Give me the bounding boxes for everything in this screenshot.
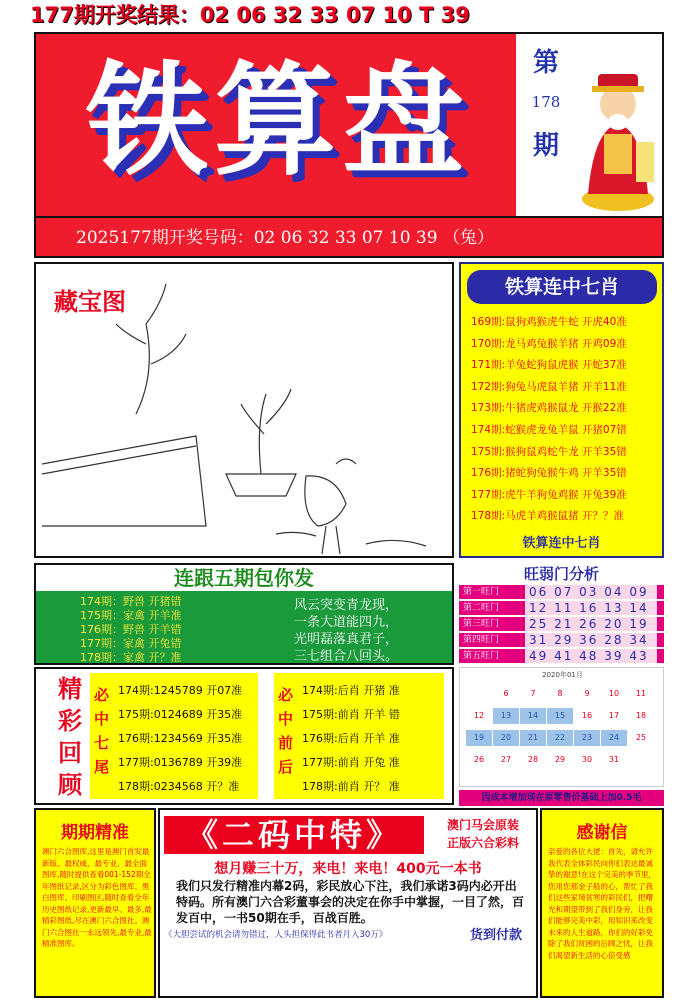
price-notice: 因成本增加现在原零售价基础上加0.5毛 bbox=[459, 790, 664, 806]
list-item: 174期：野兽 开猪错 bbox=[80, 595, 182, 608]
five-period-list bbox=[80, 595, 182, 665]
poem-line: 一条大道能四九， bbox=[294, 615, 399, 630]
front-back-tag bbox=[278, 683, 294, 779]
calendar-day: 9 bbox=[584, 689, 590, 698]
hot-door-values: 25 21 26 20 19 bbox=[525, 617, 657, 631]
hot-door-row bbox=[459, 633, 664, 647]
list-item: 174期:蛇猴虎龙兔羊鼠 开猪07错 bbox=[471, 423, 627, 436]
bottom-section bbox=[34, 808, 664, 998]
calendar-day: 28 bbox=[527, 755, 539, 764]
list-item: 171期:羊兔蛇狗鼠虎猴 开蛇37准 bbox=[471, 359, 627, 372]
tag-char: 七 bbox=[94, 734, 110, 752]
calendar-day: 24 bbox=[601, 730, 627, 746]
seven-zodiac-footer: 铁算连中七肖 bbox=[522, 536, 601, 551]
tag-char: 中 bbox=[278, 710, 294, 728]
hot-door-values: 06 07 03 04 09 bbox=[525, 585, 657, 599]
calendar-panel bbox=[459, 667, 664, 787]
poem bbox=[294, 597, 444, 665]
list-item: 178期:马虎羊鸡猴鼠猪 开？？准 bbox=[471, 510, 624, 523]
calendar-day: 25 bbox=[635, 733, 647, 742]
tag-char: 尾 bbox=[94, 758, 110, 776]
seven-tail-box bbox=[90, 673, 258, 799]
hot-door-row bbox=[459, 601, 664, 615]
calendar-day: 16 bbox=[581, 711, 593, 720]
hot-door-label: 第三旺门 bbox=[463, 619, 500, 629]
hot-door-label: 第四旺门 bbox=[463, 635, 500, 645]
calendar-day: 20 bbox=[493, 730, 519, 746]
review-panel bbox=[34, 667, 454, 805]
list-item: 174期:后肖 开猪 准 bbox=[302, 684, 400, 697]
hot-door-label: 第五旺门 bbox=[463, 651, 500, 661]
hot-door-values: 49 41 48 39 43 bbox=[525, 649, 657, 663]
masthead bbox=[34, 32, 664, 218]
treasure-map-panel bbox=[34, 262, 454, 558]
tag-char: 必 bbox=[94, 686, 110, 704]
masthead-title-panel bbox=[36, 34, 516, 216]
list-item: 174期:1245789 开07准 bbox=[118, 684, 243, 697]
seven-zodiac-list bbox=[471, 312, 661, 528]
calendar-day: 17 bbox=[608, 711, 620, 720]
seven-zodiac-panel bbox=[459, 262, 664, 558]
list-item: 169期:鼠狗鸡猴虎牛蛇 开虎40准 bbox=[471, 316, 627, 328]
hot-door-panel bbox=[459, 563, 664, 665]
calendar-day: 21 bbox=[520, 730, 546, 746]
ad-headline: 想月赚三十万，来电！来电！400元一本书 bbox=[214, 861, 482, 877]
list-item: 173期:牛猪虎鸡猴鼠龙 开猴22准 bbox=[471, 402, 627, 415]
list-item: 176期:1234569 开35准 bbox=[118, 732, 243, 745]
tag-char: 前 bbox=[278, 734, 294, 752]
two-code-ad bbox=[158, 808, 538, 998]
ad-side-line: 正版六合彩料 bbox=[446, 836, 519, 850]
masthead-title: 铁算盘 bbox=[86, 50, 470, 192]
hot-door-row bbox=[459, 585, 664, 599]
front-back-box bbox=[274, 673, 444, 799]
list-item: 176期:后肖 开羊 准 bbox=[302, 732, 400, 745]
hot-door-row bbox=[459, 617, 664, 631]
list-item: 177期:0136789 开39准 bbox=[118, 756, 243, 769]
list-item: 177期:前肖 开兔 准 bbox=[302, 756, 400, 769]
accuracy-text: 澳门六合图库,这里是澳门首发最新版、最权威、最专业、最全面图库,随时提供查看001-152期全年图纸记录,区分为彩色图库、黑白图库、印刷图区,随时查看全年历史图纸记录,更新最早、最多,最精彩图纸,尽在澳门六合图社。澳门六合图社一永远领先,最专业,最精准图库。 bbox=[42, 847, 152, 948]
calendar-day: 30 bbox=[581, 755, 593, 764]
calendar-day: 27 bbox=[500, 755, 512, 764]
hot-door-title: 旺弱门分析 bbox=[523, 565, 599, 583]
thank-you-text: 亲爱的各位大佬：首先，请允许我代表全体彩民向你们表达最诚挚的谢意!在这个完美的季节里，您用您那金子般的心，帮忙了我们这些家境贫寒的彩民们，把曙光和期望带到了我们身旁，让我们能够完美中彩，用知识来改变未来的人生道路，你们的好彩免除了我们贫困的后顾之忧，让我们渴望新生活的心倍受感 bbox=[548, 847, 657, 960]
calendar-day: 8 bbox=[557, 689, 563, 698]
review-label-char: 彩 bbox=[58, 707, 82, 735]
five-period-title: 连跟五期包你发 bbox=[36, 565, 452, 591]
issue-number: 178 bbox=[531, 93, 561, 111]
review-label-char: 顾 bbox=[58, 771, 82, 799]
calendar-day: 12 bbox=[473, 711, 485, 720]
calendar-day: 11 bbox=[635, 689, 647, 698]
list-item: 177期:虎牛羊狗兔鸡猴 开兔39准 bbox=[471, 488, 627, 501]
list-item: 172期:狗兔马虎鼠羊猪 开羊11准 bbox=[471, 380, 627, 393]
treasure-map-title: 藏宝图 bbox=[54, 288, 126, 316]
review-label-char: 精 bbox=[58, 675, 82, 703]
calendar-day: 31 bbox=[608, 755, 620, 764]
calendar-day: 29 bbox=[554, 755, 566, 764]
hot-door-label: 第二旺门 bbox=[463, 603, 500, 613]
calendar-day: 14 bbox=[520, 708, 546, 724]
accuracy-title: 期期精准 bbox=[61, 823, 129, 843]
list-item: 175期:前肖 开羊 错 bbox=[302, 708, 400, 721]
list-item: 178期：家禽 开？准 bbox=[80, 651, 182, 664]
hot-door-values: 31 29 36 28 34 bbox=[525, 633, 657, 647]
draw-result-bar: 2025177期开奖号码：02 06 32 33 07 10 39 （兔） bbox=[34, 218, 664, 258]
accuracy-panel bbox=[34, 808, 156, 998]
calendar-day: 10 bbox=[608, 689, 620, 698]
top-result-banner: 177期开奖结果：02 06 32 33 07 10 T 39 bbox=[30, 3, 470, 27]
hot-door-values: 12 11 16 13 14 bbox=[525, 601, 657, 615]
list-item: 178期:前肖 开？ 准 bbox=[302, 780, 400, 793]
review-label-char: 回 bbox=[58, 739, 82, 767]
tag-char: 必 bbox=[278, 686, 294, 704]
list-item: 175期:猴狗鼠鸡蛇牛龙 开羊35错 bbox=[471, 445, 627, 458]
two-code-banner: 《二码中特》 bbox=[164, 816, 424, 854]
ad-side-line: 澳门马会原装 bbox=[446, 818, 519, 832]
calendar-day: 26 bbox=[473, 755, 485, 764]
calendar-day: 23 bbox=[574, 730, 600, 746]
list-item: 175期：家禽 开羊准 bbox=[80, 609, 182, 622]
poem-line: 三七组合八回头。 bbox=[294, 649, 399, 664]
calendar-day: 15 bbox=[547, 708, 573, 724]
seven-zodiac-title: 铁算连中七肖 bbox=[467, 270, 657, 304]
hot-door-label: 第一旺门 bbox=[463, 587, 500, 597]
five-period-panel bbox=[34, 563, 454, 665]
seven-tail-tag bbox=[94, 683, 110, 779]
poem-line: 风云突变青龙现， bbox=[294, 598, 399, 613]
list-item: 177期：家禽 开兔错 bbox=[80, 637, 182, 650]
calendar-grid bbox=[466, 682, 658, 786]
calendar-title: 2020年01月 bbox=[542, 671, 583, 679]
list-item: 170期:龙马鸡兔猴羊猪 开鸡09准 bbox=[471, 337, 627, 350]
thank-you-title: 感谢信 bbox=[576, 823, 628, 843]
review-label bbox=[48, 673, 92, 801]
poem-line: 光明磊落真君子， bbox=[294, 632, 399, 647]
calendar-day: 19 bbox=[466, 730, 492, 746]
list-item: 176期:猪蛇狗兔猴牛鸡 开羊35错 bbox=[471, 467, 627, 480]
cash-on-delivery: 货到付款 bbox=[469, 928, 522, 943]
calendar-day: 22 bbox=[547, 730, 573, 746]
calendar-day: 6 bbox=[503, 689, 509, 698]
ad-footer: 《大胆尝试的机会请勿错过，人头担保得此书者月入30万》 bbox=[164, 930, 388, 940]
list-item: 176期：野兽 开羊错 bbox=[80, 623, 182, 636]
treasure-map-sketch bbox=[36, 264, 452, 556]
calendar-day: 13 bbox=[493, 708, 519, 724]
calendar-day: 18 bbox=[635, 711, 647, 720]
five-period-body bbox=[36, 591, 452, 663]
ad-body: 我们只发行精准内幕2码，彩民放心下注，我们承诺3码内必开出特码。所有澳门六合彩董事会的决定在你手中掌握，一目了然，百发百中，一书50期在手，百战百胜。 bbox=[176, 879, 525, 925]
fortune-god-image bbox=[574, 34, 662, 216]
hot-door-row bbox=[459, 649, 664, 663]
issue-prefix: 第 bbox=[532, 48, 559, 78]
list-item: 175期:0124689 开35准 bbox=[118, 708, 243, 721]
tag-char: 后 bbox=[278, 758, 294, 776]
issue-number-panel bbox=[518, 34, 574, 216]
list-item: 178期:0234568 开？准 bbox=[118, 780, 240, 793]
tag-char: 中 bbox=[94, 710, 110, 728]
calendar-day: 7 bbox=[530, 689, 536, 698]
thank-you-panel bbox=[540, 808, 664, 998]
issue-suffix: 期 bbox=[532, 131, 559, 161]
